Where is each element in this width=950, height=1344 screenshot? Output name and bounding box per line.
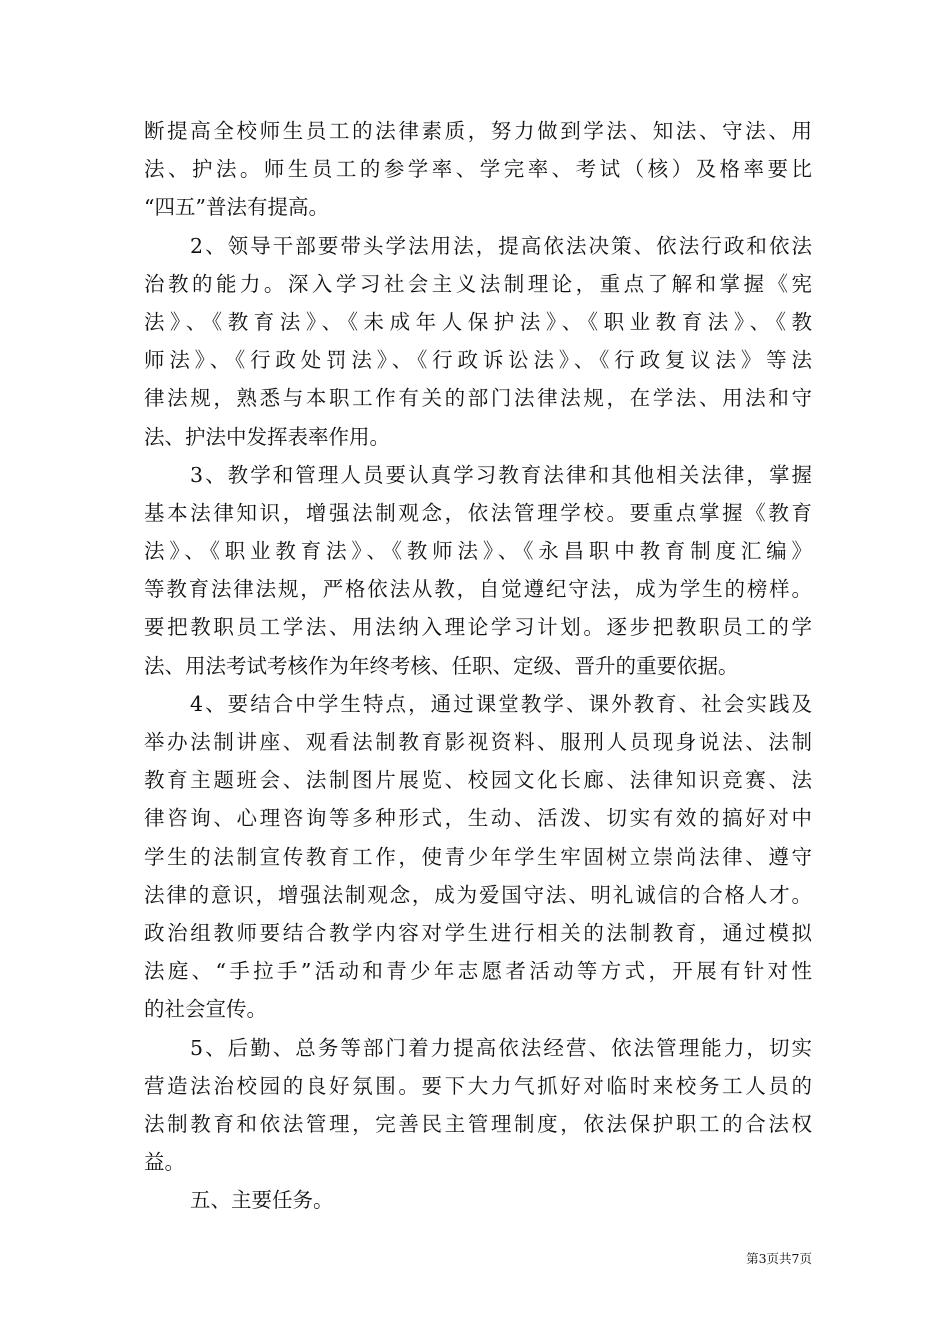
text-line: 法、用法考试考核作为年终考核、任职、定级、晋升的重要依据。	[144, 653, 739, 678]
text-line: 法》、《职业教育法》、《教师法》、《永昌职中教育制度汇编》	[144, 539, 812, 564]
text-line: 益。	[144, 1150, 185, 1175]
document-body	[144, 112, 812, 1219]
page-number: 第3页共7页	[746, 1251, 812, 1266]
text-line: “四五”普法有提高。	[144, 195, 329, 220]
paragraph-start-line: 2、领导干部要带头学法用法，提高依法决策、依法行政和依法	[190, 233, 812, 258]
text-line: 治教的能力。深入学习社会主义法制理论，重点了解和掌握《宪	[144, 271, 812, 296]
paragraph-start-line: 5、后勤、总务等部门着力提高依法经营、依法管理能力，切实	[190, 1035, 812, 1060]
text-line: 法律的意识，增强法制观念，成为爱国守法、明礼诚信的合格人才。	[144, 882, 812, 907]
text-line: 基本法律知识，增强法制观念，依法管理学校。要重点掌握《教育	[144, 500, 812, 525]
section-heading: 五、主要任务。	[190, 1188, 334, 1213]
paragraph-start-line: 3、教学和管理人员要认真学习教育法律和其他相关法律，掌握	[190, 462, 812, 487]
text-line: 法制教育和依法管理，完善民主管理制度，依法保护职工的合法权	[144, 1111, 812, 1136]
text-line: 法、护法中发挥表率作用。	[144, 424, 390, 449]
text-line: 断提高全校师生员工的法律素质，努力做到学法、知法、守法、用	[144, 119, 812, 143]
paragraph-start-line: 4、要结合中学生特点，通过课堂教学、课外教育、社会实践及	[190, 691, 812, 716]
text-line: 举办法制讲座、观看法制教育影视资料、服刑人员现身说法、法制	[144, 730, 812, 754]
text-line: 教育主题班会、法制图片展览、校园文化长廊、法律知识竞赛、法	[144, 768, 812, 793]
text-line: 要把教职员工学法、用法纳入理论学习计划。逐步把教职员工的学	[144, 615, 812, 640]
text-line: 营造法治校园的良好氛围。要下大力气抓好对临时来校务工人员的	[144, 1073, 812, 1098]
text-line: 政治组教师要结合教学内容对学生进行相关的法制教育，通过模拟	[144, 920, 812, 945]
text-line: 学生的法制宣传教育工作，使青少年学生牢固树立崇尚法律、遵守	[144, 844, 812, 869]
text-line: 法庭、“手拉手”活动和青少年志愿者活动等方式，开展有针对性	[144, 959, 812, 984]
text-line: 法、护法。师生员工的参学率、学完率、考试（核）及格率要比	[144, 157, 812, 182]
text-line: 律咨询、心理咨询等多种形式，生动、活泼、切实有效的搞好对中	[144, 806, 812, 831]
text-line: 的社会宣传。	[144, 997, 267, 1022]
text-line: 等教育法律法规，严格依法从教，自觉遵纪守法，成为学生的榜样。	[144, 577, 812, 602]
text-line: 法》、《教育法》、《未成年人保护法》、《职业教育法》、《教	[144, 309, 812, 334]
text-line: 律法规，熟悉与本职工作有关的部门法律法规，在学法、用法和守	[144, 386, 812, 411]
text-line: 师法》、《行政处罚法》、《行政诉讼法》、《行政复议法》等法	[144, 348, 812, 373]
